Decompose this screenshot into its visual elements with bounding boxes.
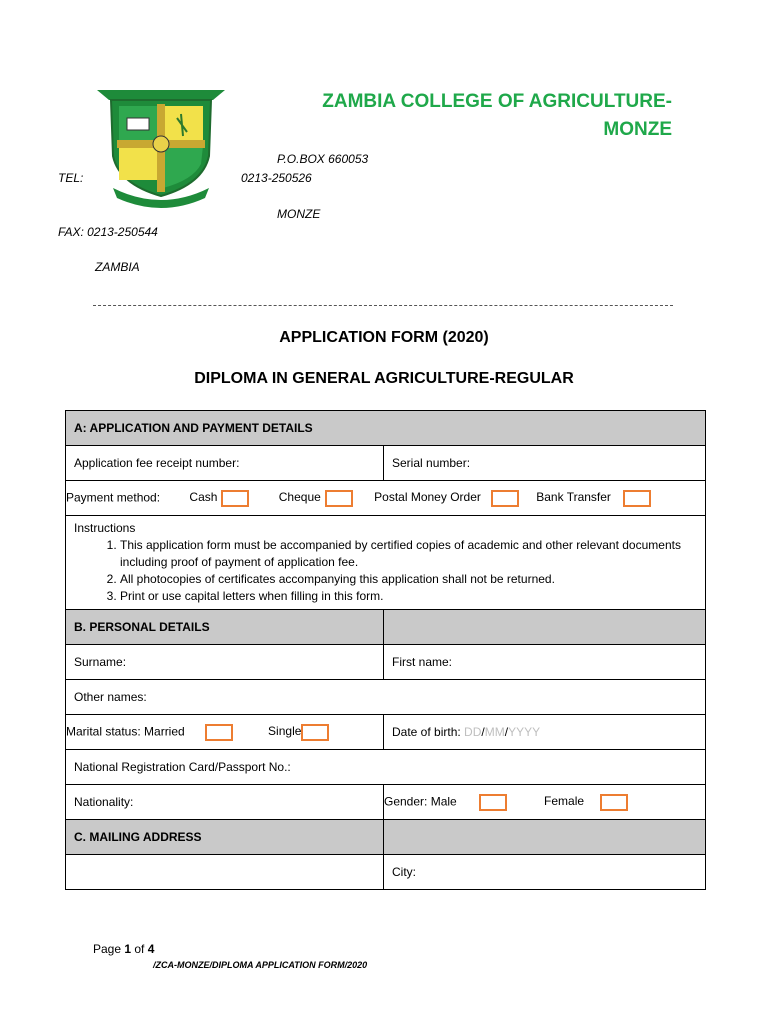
section-c-heading: C. MAILING ADDRESS [66,820,384,855]
form-reference: /ZCA-MONZE/DIPLOMA APPLICATION FORM/2020 [153,960,368,970]
tel-number: 0213-250526 [241,171,312,185]
first-name-label: First name: [392,655,453,669]
mailing-address-cell[interactable] [66,855,384,890]
bank-transfer-checkbox[interactable] [623,490,651,507]
town: MONZE [277,207,321,221]
instruction-item: 1. This application form must be accompanied by certified copies of academic and other relevant documents including proof of payment of application fee. [120,537,697,571]
college-crest-logo [93,84,229,210]
other-names-label: Other names: [74,690,147,704]
nrc-label: National Registration Card/Passport No.: [74,760,291,774]
instructions-label: Instructions [74,521,136,535]
fax: FAX: 0213-250544 [58,225,158,239]
cash-checkbox[interactable] [221,490,249,507]
tel-label: TEL: [58,171,84,185]
receipt-number-label: Application fee receipt number: [74,456,240,470]
dob-month-placeholder: MM [484,725,505,739]
page-prefix: Page [93,942,125,956]
female-label: Female [544,794,585,809]
date-of-birth-cell[interactable]: Date of birth: DD/MM/YYYY [384,715,706,750]
section-b-heading-blank [384,610,706,645]
single-checkbox[interactable] [301,724,329,741]
surname-cell[interactable] [66,645,384,680]
country: ZAMBIA [95,260,140,274]
payment-method-label: Payment method: [66,490,161,505]
marital-status-cell [66,715,384,750]
single-label: Single [268,724,302,739]
program-title: DIPLOMA IN GENERAL AGRICULTURE-REGULAR [194,370,574,387]
city-label: City: [392,865,416,879]
page-total: 4 [147,942,155,956]
form-title: APPLICATION FORM (2020) [279,329,489,346]
other-names-cell[interactable] [66,680,706,715]
payment-method-row [66,481,706,516]
payment-option-postal: Postal Money Order [374,490,481,505]
page-number [93,942,154,956]
instruction-item: 3. Print or use capital letters when filling in this form. [120,588,697,605]
postal-checkbox[interactable] [491,490,519,507]
female-checkbox[interactable] [600,794,628,811]
application-form-table [65,410,706,890]
page-of: of [131,942,148,956]
instructions-cell [66,516,706,610]
nationality-label: Nationality: [74,795,134,809]
dob-day-placeholder: DD [464,725,482,739]
po-box: P.O.BOX 660053 [277,152,369,166]
cheque-checkbox[interactable] [325,490,353,507]
gender-label: Gender: Male [384,794,457,809]
college-name-line2: MONZE [603,119,672,140]
divider [93,305,673,306]
payment-option-cheque: Cheque [278,490,321,505]
male-checkbox[interactable] [479,794,507,811]
marital-status-label: Marital status: Married [66,724,185,739]
section-c-heading-blank [384,820,706,855]
payment-option-cash: Cash [189,490,218,505]
payment-option-bank: Bank Transfer [536,490,611,505]
receipt-number-cell[interactable] [66,446,384,481]
surname-label: Surname: [74,655,127,669]
serial-number-label: Serial number: [392,456,471,470]
instruction-item: 2. All photocopies of certificates accompanying this application shall not be returned. [120,571,697,588]
college-name [312,88,672,144]
first-name-cell[interactable] [384,645,706,680]
city-cell[interactable] [384,855,706,890]
instructions-list [74,537,697,605]
section-b-heading: B. PERSONAL DETAILS [66,610,384,645]
dob-year-placeholder: YYYY [508,725,541,739]
nrc-cell[interactable] [66,750,706,785]
serial-number-cell[interactable] [384,446,706,481]
section-a-heading: A: APPLICATION AND PAYMENT DETAILS [66,411,706,446]
married-checkbox[interactable] [205,724,233,741]
gender-cell [384,785,706,820]
dob-label: Date of birth: [392,725,461,739]
nationality-cell[interactable] [66,785,384,820]
college-name-line1: ZAMBIA COLLEGE OF AGRICULTURE- [322,91,672,112]
page-current: 1 [124,942,132,956]
